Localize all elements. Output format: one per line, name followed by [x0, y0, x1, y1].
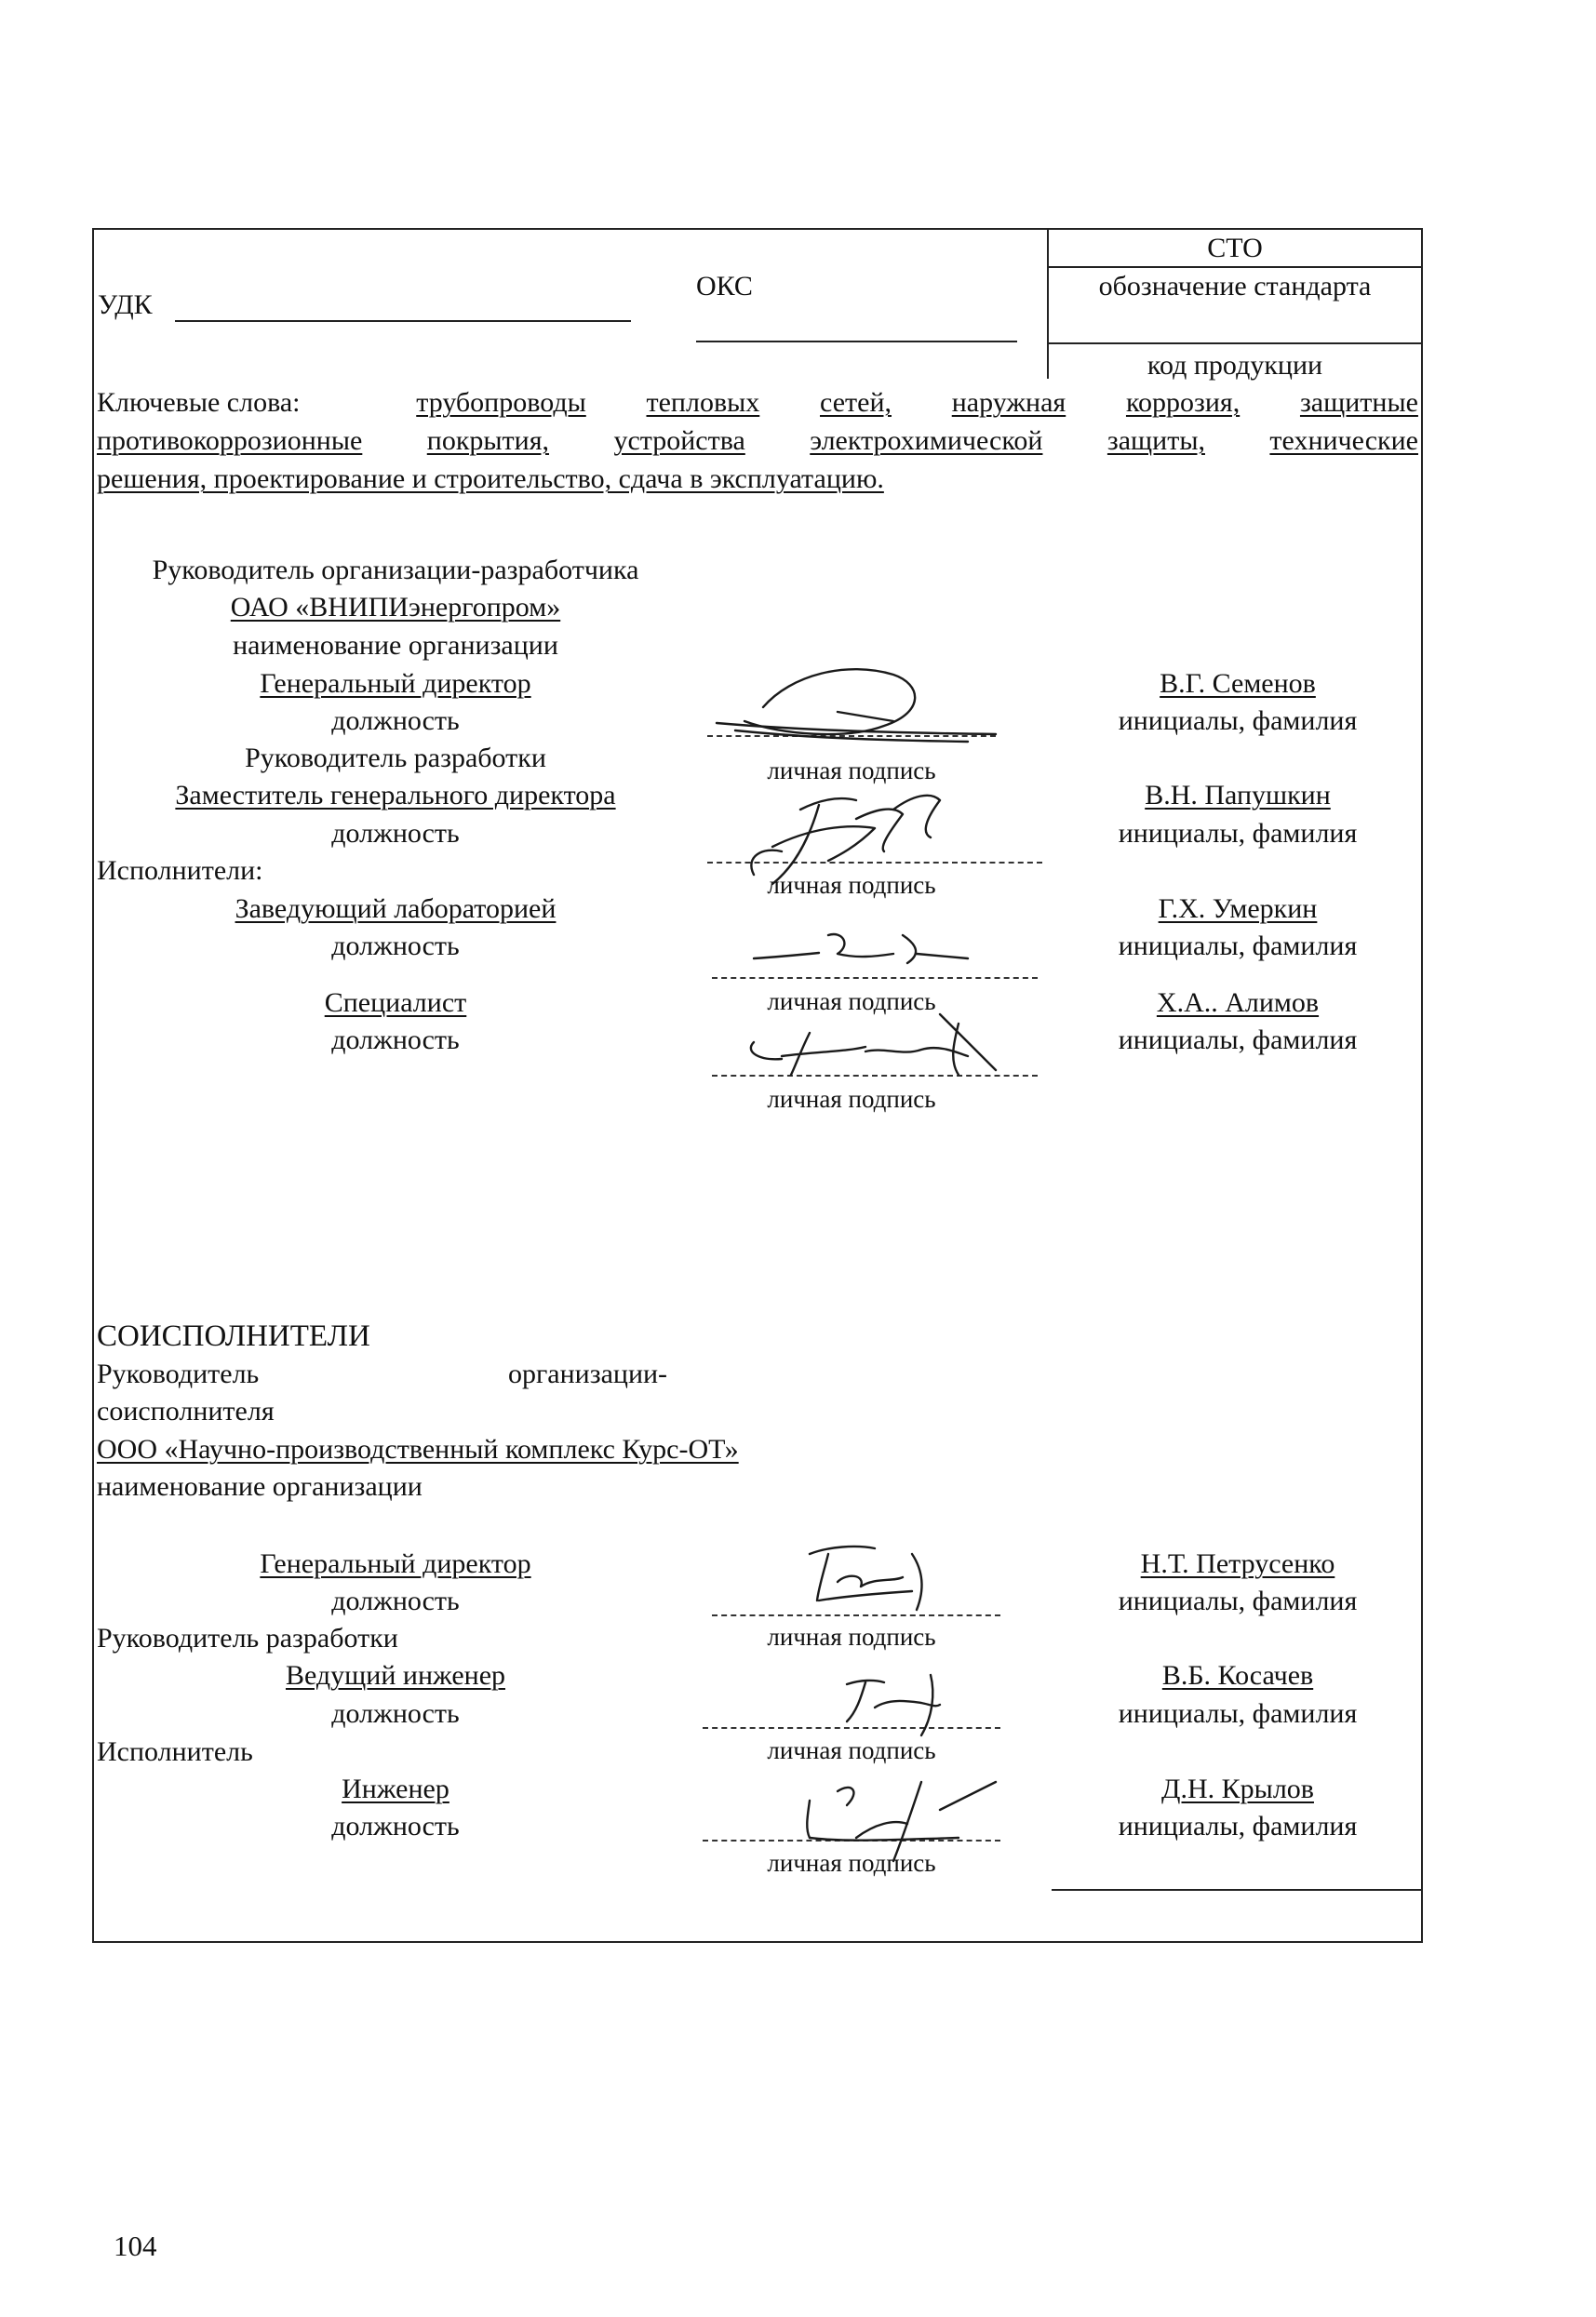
keywords-line-2 [97, 427, 1418, 465]
coexecutor-development-head-label: Руководитель разработки [97, 1623, 398, 1654]
sto-divider [1047, 266, 1423, 268]
keywords-line-1 [97, 389, 1418, 427]
keyword: электрохимической [810, 425, 1043, 456]
coexecutor-head-label-1: Руководитель [97, 1359, 260, 1389]
keywords-line-3-text: решения, проектирование и строительство, сдача в эксплуатацию. [97, 463, 884, 494]
keyword: коррозия, [1125, 387, 1241, 418]
signatory-name: В.Г. Семенов [1160, 668, 1316, 699]
signature-caption: личная подпись [767, 871, 936, 899]
coexecutor-org-caption: наименование организации [97, 1471, 422, 1502]
bottom-right-line [1052, 1889, 1423, 1891]
position-caption: должность [331, 931, 460, 961]
keyword: противокоррозионные [97, 425, 363, 456]
handwritten-signature [772, 1773, 1033, 1866]
signatory-name: Д.Н. Крылов [1161, 1774, 1314, 1804]
coexecutor-head-label-3: соисполнителя [97, 1396, 275, 1426]
handwritten-signature [735, 921, 996, 977]
developer-org-name: ОАО «ВНИПИэнергопром» [230, 592, 561, 623]
coexecutor-head-label-2: организации- [508, 1359, 668, 1389]
handwritten-signature [791, 1535, 959, 1619]
name-caption: инициалы, фамилия [1118, 1025, 1358, 1055]
signatory-position: Специалист [324, 987, 467, 1018]
handwritten-signature [819, 1666, 986, 1740]
coexecutor-org-name: ООО «Научно-производственный комплекс Курс-ОТ» [97, 1434, 739, 1465]
developer-head-label: Руководитель организации-разработчика [152, 555, 639, 585]
signature-caption: личная подпись [767, 987, 936, 1015]
name-caption: инициалы, фамилия [1118, 818, 1358, 849]
signatory-position: Заведующий лабораторией [235, 893, 557, 924]
product-code: код продукции [1147, 350, 1323, 381]
signatory-name: В.Б. Косачев [1161, 1660, 1314, 1691]
keyword: устройства [613, 425, 745, 456]
sto-label: СТО [1207, 233, 1263, 263]
signatory-position: Ведущий инженер [285, 1660, 506, 1691]
signature-caption: личная подпись [767, 1623, 936, 1651]
position-caption: должность [331, 1698, 460, 1729]
signatory-position: Инженер [342, 1774, 449, 1804]
signatory-name: Х.А.. Алимов [1156, 987, 1320, 1018]
oks-line [696, 341, 1017, 342]
udk-label: УДК [98, 289, 153, 320]
keyword: покрытия, [426, 425, 550, 456]
position-caption: должность [331, 1586, 460, 1616]
name-caption: инициалы, фамилия [1118, 1698, 1358, 1729]
position-caption: должность [331, 1811, 460, 1842]
handwritten-signature [726, 1005, 1024, 1089]
signature-caption: личная подпись [767, 1085, 936, 1113]
developer-org-caption: наименование организации [233, 630, 558, 661]
signatory-name: Н.Т. Петрусенко [1140, 1548, 1335, 1579]
oks-label: ОКС [696, 271, 753, 301]
name-caption: инициалы, фамилия [1118, 1811, 1358, 1842]
udk-line [175, 320, 631, 322]
coexecutors-title: СОИСПОЛНИТЕЛИ [97, 1319, 370, 1353]
keyword: сетей, [820, 387, 892, 418]
keyword: защитные [1299, 387, 1418, 418]
keyword: трубопроводы [416, 387, 586, 418]
name-caption: инициалы, фамилия [1118, 705, 1358, 736]
signatory-position: Генеральный директор [260, 668, 531, 699]
coexecutor-executor-label: Исполнитель [97, 1736, 253, 1767]
signatory-position: Генеральный директор [260, 1548, 531, 1579]
signature-caption: личная подпись [767, 757, 936, 784]
signatory-name: В.Н. Папушкин [1145, 780, 1331, 810]
handwritten-signature [707, 656, 1005, 749]
signature-caption: личная подпись [767, 1736, 936, 1764]
development-head-label: Руководитель разработки [245, 743, 546, 773]
signature-caption: личная подпись [767, 1849, 936, 1877]
name-caption: инициалы, фамилия [1118, 931, 1358, 961]
name-caption: инициалы, фамилия [1118, 1586, 1358, 1616]
position-caption: должность [331, 818, 460, 849]
signatory-name: Г.Х. Умеркин [1158, 893, 1318, 924]
designation-divider [1047, 342, 1423, 344]
executors-label: Исполнители: [97, 855, 263, 886]
page-number: 104 [114, 2230, 157, 2262]
position-caption: должность [331, 1025, 460, 1055]
keyword: технические [1269, 425, 1418, 456]
keywords-label: Ключевые слова: [97, 387, 301, 418]
keyword: наружная [951, 387, 1066, 418]
keyword: защиты, [1106, 425, 1205, 456]
handwritten-signature [717, 782, 996, 893]
position-caption: должность [331, 705, 460, 736]
keywords-block [97, 389, 1418, 503]
standard-designation: обозначение стандарта [1098, 271, 1372, 301]
signature-line [712, 977, 1038, 979]
signatory-position: Заместитель генерального директора [175, 780, 616, 810]
keywords-line-3 [97, 465, 1418, 503]
keyword: тепловых [646, 387, 760, 418]
